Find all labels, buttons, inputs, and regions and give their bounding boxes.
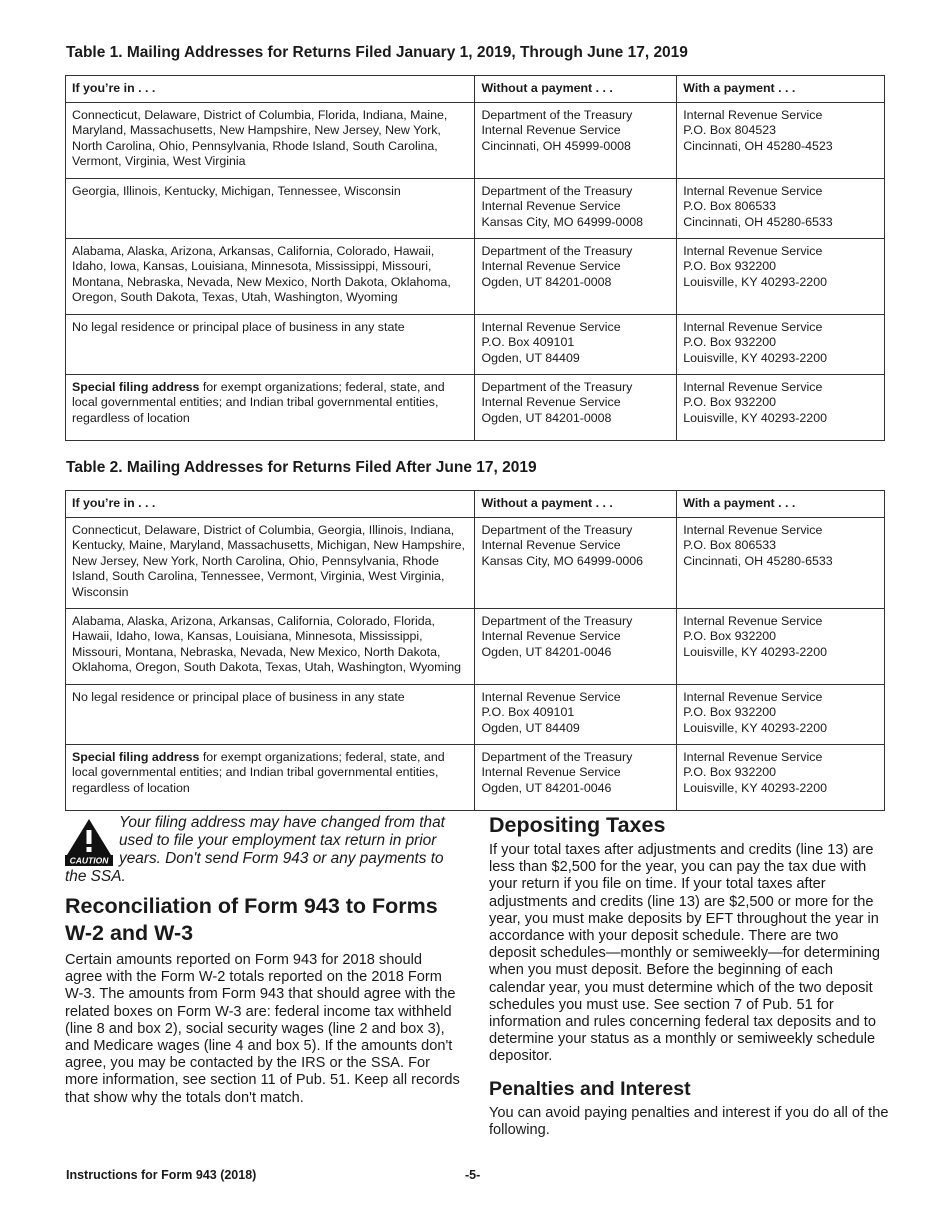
table-row (66, 178, 885, 238)
caution-note (65, 814, 465, 886)
with-payment-cell: Internal Revenue Service P.O. Box 932200 Louisville, KY 40293-2200 (677, 374, 885, 440)
without-payment-cell: Department of the Treasury Internal Revenue Service Ogden, UT 84201-0046 (475, 608, 677, 684)
table1-header-row (66, 76, 885, 103)
with-payment-cell: Internal Revenue Service P.O. Box 932200 Louisville, KY 40293-2200 (677, 608, 885, 684)
with-payment-cell: Internal Revenue Service P.O. Box 932200 Louisville, KY 40293-2200 (677, 684, 885, 744)
location-cell: Special filing address for exempt organizations; federal, state, and local governmental entities; and Indian tribal governmental entities, regardless of location (66, 744, 475, 810)
without-payment-cell: Department of the Treasury Internal Revenue Service Ogden, UT 84201-0046 (475, 744, 677, 810)
reconciliation-heading: Reconciliation of Form 943 to Forms W-2 and W-3 (65, 894, 438, 945)
special-filing-label: Special filing address (72, 749, 200, 764)
table-row (66, 744, 885, 810)
table1-header-location: If you’re in . . . (66, 76, 475, 103)
page-number: -5- (465, 1168, 481, 1182)
table-row (66, 102, 885, 178)
with-payment-cell: Internal Revenue Service P.O. Box 932200 Louisville, KY 40293-2200 (677, 314, 885, 374)
depositing-heading: Depositing Taxes (489, 813, 666, 837)
table2-header-without: Without a payment . . . (475, 491, 677, 518)
table2-header-row (66, 491, 885, 518)
caution-text: Your filing address may have changed from that used to file your employment tax return in prior years. Don't send Form 943 or any payments to the SSA. (65, 814, 445, 885)
location-cell: Georgia, Illinois, Kentucky, Michigan, Tennessee, Wisconsin (66, 178, 475, 238)
table2-title: Table 2. Mailing Addresses for Returns Filed After June 17, 2019 (66, 459, 537, 476)
penalties-heading: Penalties and Interest (489, 1077, 691, 1100)
table-row (66, 684, 885, 744)
depositing-body: If your total taxes after adjustments and credits (line 13) are less than $2,500 for the year, you can pay the tax due with your return if you file on time. If your total taxes after adjustments and credits (line 13) are $2,500 or more for the year, you must make deposits by EFT throughout the year in accordance with your deposit schedule. There are two deposit schedules—monthly or semiweekly—for determining when you must deposit. Before the beginning of each calendar year, you must determine which of the two deposit schedules you must use. See section 7 of Pub. 51 for information and rules concerning federal tax deposits and to determine your status as a monthly or semiweekly schedule depositor. (489, 842, 880, 1065)
table-row (66, 517, 885, 608)
without-payment-cell: Department of the Treasury Internal Revenue Service Kansas City, MO 64999-0006 (475, 517, 677, 608)
location-cell: Special filing address for exempt organizations; federal, state, and local governmental entities; and Indian tribal governmental entities, regardless of location (66, 374, 475, 440)
table2 (65, 490, 885, 811)
location-cell: No legal residence or principal place of business in any state (66, 684, 475, 744)
table1-title: Table 1. Mailing Addresses for Returns Filed January 1, 2019, Through June 17, 2019 (66, 44, 688, 61)
location-cell: Alabama, Alaska, Arizona, Arkansas, California, Colorado, Florida, Hawaii, Idaho, Iowa, Kansas, Louisiana, Minnesota, Mississippi, Missouri, Montana, Nebraska, Nevada, New Mexico, North Dakota, Oklahoma, Oregon, South Dakota, Texas, Utah, Washington, Wyoming (66, 608, 475, 684)
reconciliation-body: Certain amounts reported on Form 943 for 2018 should agree with the Form W-2 totals reported on the 2018 Form W-3. The amounts from Form 943 that should agree with the related boxes on Form W-3 are: federal income tax withheld (line 8 and box 2), social security wages (line 2 and box 3), and Medicare wages (line 4 and box 5). If the amounts don't agree, you may be contacted by the IRS or the SSA. For more information, see section 11 of Pub. 51. Keep all records that show why the totals don't match. (65, 952, 460, 1106)
table-row (66, 374, 885, 440)
table1-header-without: Without a payment . . . (475, 76, 677, 103)
location-cell: No legal residence or principal place of business in any state (66, 314, 475, 374)
with-payment-cell: Internal Revenue Service P.O. Box 932200 Louisville, KY 40293-2200 (677, 238, 885, 314)
left-column (65, 893, 463, 1107)
footer-title: Instructions for Form 943 (2018) (66, 1168, 257, 1182)
location-cell: Connecticut, Delaware, District of Columbia, Georgia, Illinois, Indiana, Kentucky, Maine, Maryland, Massachusetts, Michigan, New Hampshire, New Jersey, New York, North Carolina, Ohio, Pennsylvania, Rhode Island, South Carolina, Tennessee, Vermont, Virginia, West Virginia, Wisconsin (66, 517, 475, 608)
penalties-body: You can avoid paying penalties and interest if you do all of the following. (489, 1104, 889, 1138)
table1-header-with: With a payment . . . (677, 76, 885, 103)
without-payment-cell: Internal Revenue Service P.O. Box 409101 Ogden, UT 84409 (475, 314, 677, 374)
table-row (66, 314, 885, 374)
right-column (489, 812, 889, 1139)
without-payment-cell: Department of the Treasury Internal Revenue Service Cincinnati, OH 45999-0008 (475, 102, 677, 178)
special-filing-label: Special filing address (72, 379, 200, 394)
without-payment-cell: Internal Revenue Service P.O. Box 409101 Ogden, UT 84409 (475, 684, 677, 744)
with-payment-cell: Internal Revenue Service P.O. Box 804523 Cincinnati, OH 45280-4523 (677, 102, 885, 178)
without-payment-cell: Department of the Treasury Internal Revenue Service Ogden, UT 84201-0008 (475, 374, 677, 440)
location-cell: Connecticut, Delaware, District of Columbia, Florida, Indiana, Maine, Maryland, Massachusetts, New Hampshire, New Jersey, New York, North Carolina, Ohio, Pennsylvania, Rhode Island, South Carolina, Vermont, Virginia, West Virginia (66, 102, 475, 178)
caution-icon-label: CAUTION (69, 855, 109, 866)
without-payment-cell: Department of the Treasury Internal Revenue Service Kansas City, MO 64999-0008 (475, 178, 677, 238)
table2-header-with: With a payment . . . (677, 491, 885, 518)
with-payment-cell: Internal Revenue Service P.O. Box 806533 Cincinnati, OH 45280-6533 (677, 178, 885, 238)
with-payment-cell: Internal Revenue Service P.O. Box 932200 Louisville, KY 40293-2200 (677, 744, 885, 810)
location-cell: Alabama, Alaska, Arizona, Arkansas, California, Colorado, Hawaii, Idaho, Iowa, Kansas, Louisiana, Minnesota, Mississippi, Missouri, Montana, Nebraska, Nevada, New Mexico, North Dakota, Oklahoma, Oregon, South Dakota, Texas, Utah, Washington, Wyoming (66, 238, 475, 314)
caution-icon (65, 817, 113, 867)
table1 (65, 75, 885, 441)
table-row (66, 238, 885, 314)
table2-header-location: If you’re in . . . (66, 491, 475, 518)
table-row (66, 608, 885, 684)
without-payment-cell: Department of the Treasury Internal Revenue Service Ogden, UT 84201-0008 (475, 238, 677, 314)
with-payment-cell: Internal Revenue Service P.O. Box 806533 Cincinnati, OH 45280-6533 (677, 517, 885, 608)
